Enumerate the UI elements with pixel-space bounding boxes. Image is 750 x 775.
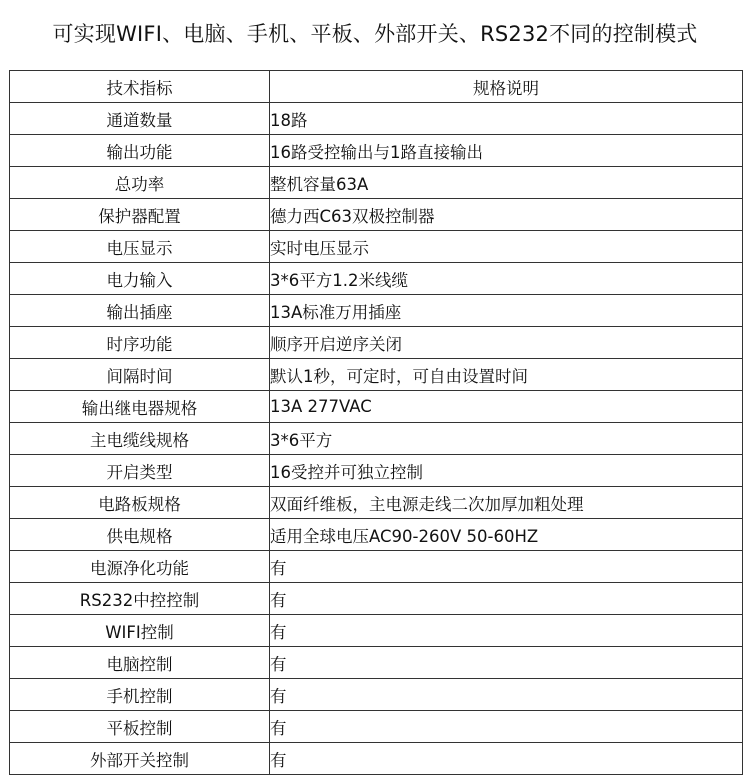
spec-value-cell: 实时电压显示	[270, 231, 743, 263]
spec-value-cell: 有	[270, 551, 743, 583]
table-row	[10, 647, 743, 679]
spec-name-cell: 时序功能	[10, 327, 270, 359]
spec-value-cell: 默认1秒，可定时，可自由设置时间	[270, 359, 743, 391]
spec-name-cell: 输出插座	[10, 295, 270, 327]
table-row	[10, 423, 743, 455]
spec-value-cell: 有	[270, 679, 743, 711]
spec-value-cell: 有	[270, 647, 743, 679]
table-row	[10, 199, 743, 231]
table-row	[10, 679, 743, 711]
spec-value-cell: 3*6平方1.2米线缆	[270, 263, 743, 295]
spec-name-cell: 电源净化功能	[10, 551, 270, 583]
header-cell-spec: 规格说明	[270, 71, 743, 103]
spec-name-cell: 保护器配置	[10, 199, 270, 231]
table-row	[10, 583, 743, 615]
spec-value-cell: 18路	[270, 103, 743, 135]
spec-value-cell: 16路受控输出与1路直接输出	[270, 135, 743, 167]
table-row	[10, 103, 743, 135]
spec-name-cell: 电路板规格	[10, 487, 270, 519]
page-title: 可实现WIFI、电脑、手机、平板、外部开关、RS232不同的控制模式	[52, 22, 698, 46]
spec-value-cell: 德力西C63双极控制器	[270, 199, 743, 231]
spec-name-cell: 电压显示	[10, 231, 270, 263]
table-row	[10, 359, 743, 391]
spec-value-cell: 13A标准万用插座	[270, 295, 743, 327]
spec-name-cell: RS232中控控制	[10, 583, 270, 615]
spec-name-cell: 外部开关控制	[10, 743, 270, 775]
spec-name-cell: 电脑控制	[10, 647, 270, 679]
spec-name-cell: 供电规格	[10, 519, 270, 551]
spec-name-cell: 手机控制	[10, 679, 270, 711]
table-row	[10, 263, 743, 295]
spec-name-cell: 通道数量	[10, 103, 270, 135]
spec-value-cell: 双面纤维板，主电源走线二次加厚加粗处理	[270, 487, 743, 519]
spec-name-cell: 开启类型	[10, 455, 270, 487]
spec-table-body	[10, 71, 743, 775]
table-row	[10, 551, 743, 583]
spec-value-cell: 有	[270, 711, 743, 743]
header-cell-indicator: 技术指标	[10, 71, 270, 103]
spec-name-cell: 主电缆线规格	[10, 423, 270, 455]
spec-value-cell: 3*6平方	[270, 423, 743, 455]
spec-value-cell: 16受控并可独立控制	[270, 455, 743, 487]
table-header-row	[10, 71, 743, 103]
spec-value-cell: 有	[270, 583, 743, 615]
table-row	[10, 743, 743, 775]
table-row	[10, 711, 743, 743]
table-row	[10, 391, 743, 423]
spec-name-cell: 间隔时间	[10, 359, 270, 391]
spec-value-cell: 整机容量63A	[270, 167, 743, 199]
table-row	[10, 615, 743, 647]
spec-value-cell: 有	[270, 615, 743, 647]
table-row	[10, 327, 743, 359]
spec-name-cell: 平板控制	[10, 711, 270, 743]
spec-name-cell: 总功率	[10, 167, 270, 199]
spec-name-cell: WIFI控制	[10, 615, 270, 647]
spec-name-cell: 输出继电器规格	[10, 391, 270, 423]
table-row	[10, 455, 743, 487]
table-row	[10, 167, 743, 199]
spec-name-cell: 输出功能	[10, 135, 270, 167]
spec-name-cell: 电力输入	[10, 263, 270, 295]
table-row	[10, 519, 743, 551]
spec-value-cell: 有	[270, 743, 743, 775]
table-row	[10, 231, 743, 263]
table-row	[10, 135, 743, 167]
spec-value-cell: 适用全球电压AC90-260V 50-60HZ	[270, 519, 743, 551]
table-row	[10, 295, 743, 327]
table-row	[10, 487, 743, 519]
spec-value-cell: 13A 277VAC	[270, 391, 743, 423]
spec-value-cell: 顺序开启逆序关闭	[270, 327, 743, 359]
spec-table	[9, 70, 743, 775]
